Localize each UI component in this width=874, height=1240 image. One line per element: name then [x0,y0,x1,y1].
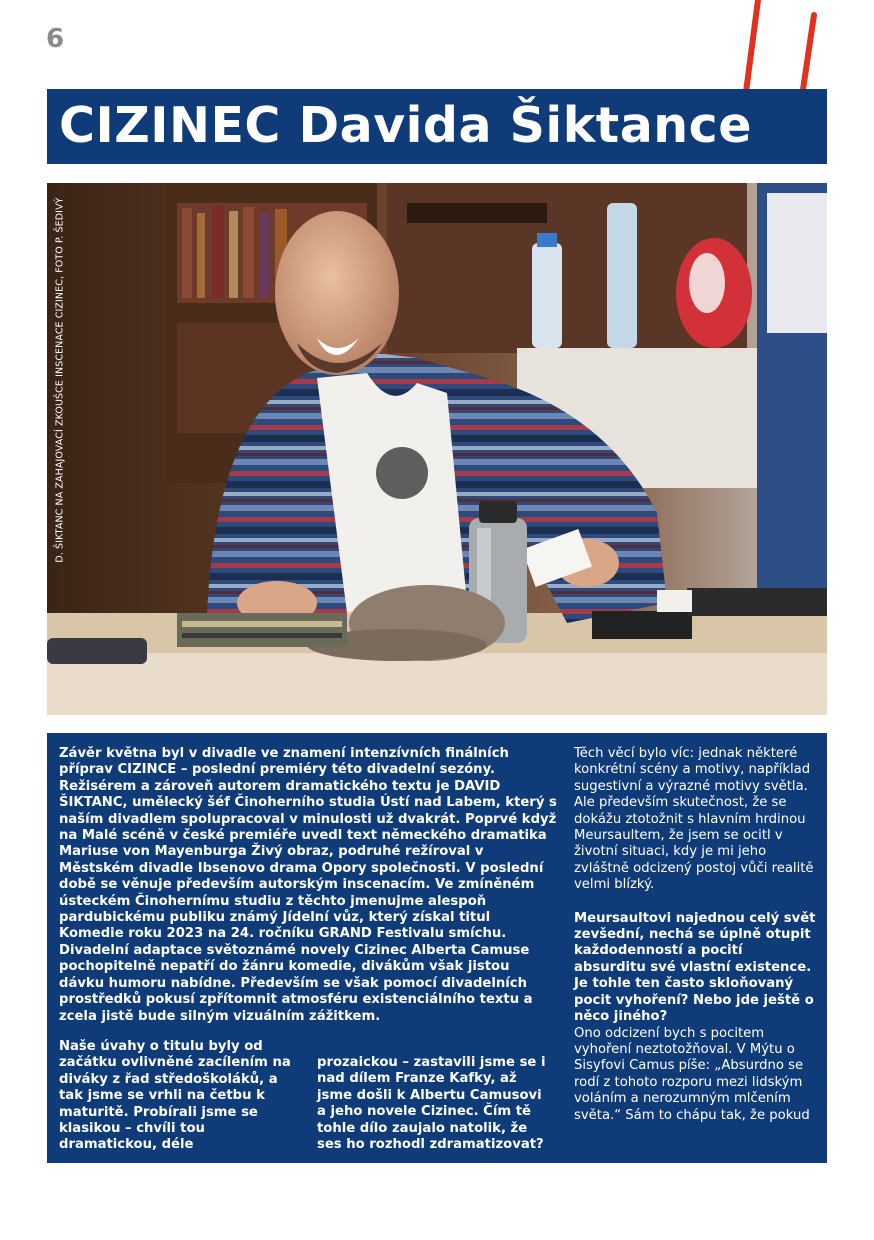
photo-credit-text: D. ŠIKTANC NA ZAHAJOVACÍ ZKOUŠCE INSCENACE CIZINEC, FOTO P. ŠEDIVÝ [54,197,66,563]
question-1-column-a [59,1039,291,1154]
question-1-part-a: Naše úvahy o titulu byly od začátku ovlivněné zacílením na diváky z řad středoškoláků, a tak jsme se vrhli na četbu k maturitě. Probírali jsme se klasikou – chvíli tou dramatickou, déle [59,1039,291,1153]
right-column [574,746,818,1124]
article-photo [47,183,827,715]
answer-1: Těch věcí bylo víc: jednak některé konkrétní scény a motivy, například sugestivní a výrazné motivy světla. Ale především skutečnost, že se dokážu ztotožnit s hlavním hrdinou Meursaultem, že jsem se ocitl v životní situaci, kdy je mi jeho zvláštně odcizený postoj vůči realitě velmi blízký. [574,746,814,893]
photo-illustration [47,183,827,715]
photo-credit [52,188,68,572]
page-title: CIZINEC Davida Šiktance [59,97,752,154]
question-2: Meursaultovi najednou celý svět zevšední, nechá se úplně otupit každodenností a pocití absurditu své vlastní existence. Je tohle ten často skloňovaný pocit vyhoření? Nebo jde ještě o něco jiného? [574,910,816,1025]
page-number: 6 [46,24,65,54]
title-bar [47,89,827,164]
question-1-part-b: prozaickou – zastavili jsme se i nad dílem Franze Kafky, až jsme došli k Albertu Camusovi a jeho novele Cizinec. Čím tě tohle dílo zaujalo natolik, že ses ho rozhodl zdramatizovat? [317,1055,546,1153]
lead-paragraph: Závěr května byl v divadle ve znamení intenzívních finálních příprav CIZINCE – poslední premiéry této divadelní sezóny. Režisérem a zároveň autorem dramatického textu je DAVID ŠIKTANC, umělecký šéf Činoherního studia Ústí nad Labem, který s naším divadlem spolupracoval v minulosti už dvakrát. Poprvé když na Malé scéně v české premiéře uvedl text německého dramatika Mariuse von Mayenburga Živý obraz, podruhé režíroval v Městském divadle Ibsenovo drama Opory společnosti. V poslední době se věnuje především autorským inscenacím. Ve zmíněném ústeckém Činohernímu studiu z těchto jmenujme alespoň pardubickému publiku známý Jídelní vůz, který získal titul Komedie roku 2023 na 24. ročníku GRAND Festivalu smíchu. Divadelní adaptace světoznámé novely Cizinec Alberta Camuse pochopitelně nepatří do žánru komedie, divákům však jistou dávku humoru nabídne. Především se však pomocí divadelních prostředků pokusí zpřítomnit atmosféru existenciálního textu a zcela jistě bude silným vizuálním zážitkem. [59,746,557,1024]
article-lead [59,746,559,1025]
question-1-column-b [317,1055,555,1153]
answer-2: Ono odcizení bych s pocitem vyhoření neztotožňoval. V Mýtu o Sisyfovi Camus píše: „Absurdno se rodí z tohoto rozporu mezi lidským voláním a nerozumným mlčením světa.“ Sám to chápu tak, že pokud [574,1025,810,1123]
article-box [47,733,827,1163]
